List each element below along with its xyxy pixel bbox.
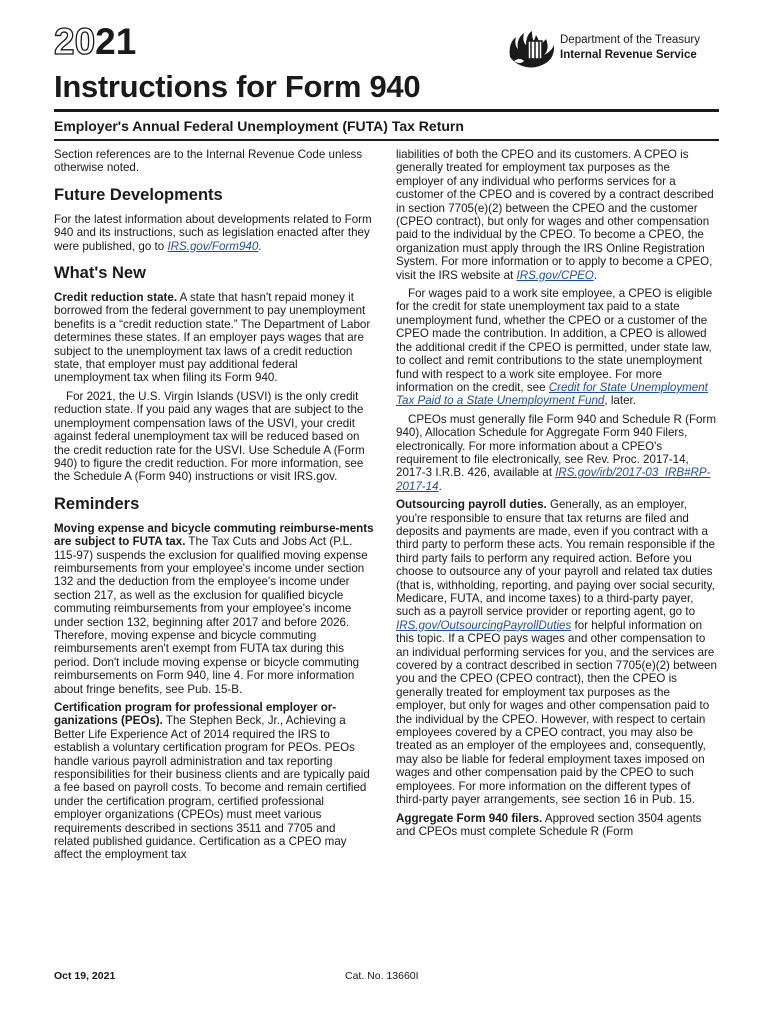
reminders-heading: Reminders [54, 494, 140, 513]
form-year [54, 22, 136, 62]
dept-name: Department of the Treasury [560, 34, 700, 46]
title-rule [54, 109, 719, 112]
irs-name: Internal Revenue Service [560, 49, 697, 61]
moving-expense-paragraph [54, 522, 374, 696]
usvi-paragraph: For 2021, the U.S. Virgin Islands (USVI) is the only credit reduction state. If you paid any wages that are subject to the unemployment compensation laws of the USVI, your credit against federal unemployment tax will be reduced based on the credit reduction rate for the USVI. Use Schedule A (Form 940) to figure the credit reduction. For more information, see the Schedule A (Form 940) instructions or visit IRS.gov. [54, 389, 365, 484]
outsourcing-lead: Outsourcing payroll duties. [396, 498, 547, 512]
right-column [396, 148, 718, 843]
aggregate-filers-paragraph [396, 812, 718, 839]
irs-eagle-logo [506, 27, 556, 71]
outsourcing-link[interactable]: IRS.gov/OutsourcingPayrollDuties [396, 618, 572, 632]
future-developments-heading: Future Developments [54, 185, 223, 204]
moving-expense-lead: Moving expense and bicycle commuting reimburse-ments are subject to FUTA tax. [54, 521, 374, 549]
year-solid-digits: 21 [95, 21, 137, 62]
worksite-paragraph [396, 287, 718, 408]
aggregate-filers-lead: Aggregate Form 940 filers. [396, 811, 543, 825]
page-title: Instructions for Form 940 [54, 69, 421, 104]
credit-reduction-paragraph [54, 291, 374, 385]
intro-paragraph: Section references are to the Internal Revenue Code unless otherwise noted. [54, 148, 363, 175]
future-developments-paragraph: For the latest information about developments related to Form 940 and its instructions, such as legislation enacted after they were published, go to IRS.gov/Form940. [54, 212, 372, 253]
worksite-end: , later. [604, 394, 636, 408]
outsourcing-text: Generally, as an employer, you're responsible to ensure that tax returns are filed and deposits and payments are made, even if you contract with a third party to perform these acts. You remain responsible if the third party fails to perform any required action. Before you choose to outsource any of your payroll and related tax duties (that is, withholding, reporting, and paying over social security, Medicare, FUTA, and income taxes) to a third-party payer, such as a payroll service provider or reporting agent, go to [396, 498, 715, 619]
form940-link[interactable]: IRS.gov/Form940 [167, 239, 259, 253]
page-subtitle: Employer's Annual Federal Unemployment (FUTA) Tax Return [54, 118, 464, 134]
cpeo-filing-paragraph: CPEOs must generally file Form 940 and Schedule R (Form 940), Allocation Schedule for Aggregate Form 940 Filers, electronically. For more information about a CPEO's requirement to file electronically, see Rev. Proc. 2017-14, 2017-3 I.R.B. 426, available at IRS.gov/irb/2017-03_IRB#RP-2017-14. [396, 412, 716, 493]
outsourcing-paragraph [396, 498, 718, 806]
credit-reduction-lead: Credit reduction state. [54, 291, 178, 305]
future-text: For the latest information about developments related to Form 940 and its instructions, such as legislation enacted after they were published, go to [54, 212, 372, 253]
footer-catalog-number: Cat. No. 13660I [345, 970, 419, 982]
left-column [54, 148, 374, 867]
agency-block [560, 33, 700, 63]
whats-new-heading: What's New [54, 264, 146, 283]
cpeo-continuation-paragraph: liabilities of both the CPEO and its customers. A CPEO is generally treated for employment tax purposes as the employer of any individual who performs services for a customer of the CPEO and is covered by a contract described in section 7705(e)(2) between the CPEO and the customer (CPEO contract), but only for wages and other compensation paid to the individual by the CPEO. To become a CPEO, the organization must apply through the IRS Online Registration System. For more information or to apply to become a CPEO, visit the IRS website at IRS.gov/CPEO. [396, 148, 714, 282]
moving-expense-text: The Tax Cuts and Jobs Act (P.L. 115-97) suspends the exclusion for qualified moving expense reimbursements from your employee's income under section 132 and the deduction from the employee's income under section 217, as well as the exclusion for qualified bicycle commuting reimbursements from your employee's income under section 132, beginning after 2017 and before 2026. Therefore, moving expense and bicycle commuting reimbursements aren't exempt from FUTA tax during this period. Don't include moving expense or bicycle commuting reimbursements on Form 940, line 4. For more information about fringe benefits, see Pub. 15-B. [54, 535, 368, 696]
certification-text: The Stephen Beck, Jr., Achieving a Better Life Experience Act of 2014 required the IRS to establish a voluntary certification program for PEOs. PEOs handle various payroll administration and tax reporting responsibilities for their business clients and are typically paid a fee based on payroll costs. To become and remain certified under the certification program, certified professional employer organizations (CPEOs) must meet various requirements described in sections 3511 and 7705 and related published guidance. Certification as a CPEO may affect the employment tax [54, 714, 370, 862]
year-outline-digits: 20 [54, 21, 96, 62]
certification-paragraph [54, 701, 374, 862]
aggregate-filers-text: Approved section 3504 agents and CPEOs must complete Schedule R (Form [396, 811, 702, 838]
worksite-text: For wages paid to a work site employee, a CPEO is eligible for the credit for state unemployment tax paid to a state unemployment fund, whether the CPEO or a customer of the CPEO made the contribution. In addition, a CPEO is allowed the additional credit if the CPEO is permitted, under state law, to collect and remit contributions to the state unemployment fund with respect to a work site employee. For more information on the credit, see [396, 287, 713, 394]
footer-date: Oct 19, 2021 [54, 970, 116, 982]
credit-reduction-text: A state that hasn't repaid money it borrowed from the federal government to pay unemployment benefits is a “credit reduction state.” The Department of Labor determines these states. If an employer pays wages that are subject to the unemployment tax laws of a credit reduction state, that employer must pay additional federal unemployment tax when filing its Form 940. [54, 291, 371, 385]
state-unemployment-credit-link[interactable]: Credit for State Unemployment Tax Paid to a State Unemployment Fund [396, 380, 708, 408]
cpeo-link[interactable]: IRS.gov/CPEO [516, 268, 594, 282]
rev-proc-link[interactable]: IRS.gov/irb/2017-03_IRB#RP-2017-14 [396, 466, 711, 493]
certification-lead: Certification program for professional employer or-ganizations (PEOs). [54, 701, 337, 728]
cpeo-filing-text: CPEOs must generally file Form 940 and Schedule R (Form 940), Allocation Schedule for Aggregate Form 940 Filers, electronically. For more information about a CPEO's requirement to file electronically, see Rev. Proc. 2017-14, 2017-3 I.R.B. 426, available at [396, 412, 716, 480]
outsourcing-text-2: for helpful information on this topic. If a CPEO pays wages and other compensation to an individual performing services for you, and the services are covered by a contract described in section 7705(e)(2) between you and the CPEO (CPEO contract), then the CPEO is generally treated for employment tax purposes as the employer, but only for wages and other compensation paid to the individual by the CPEO. However, with respect to certain employees covered by a CPEO contract, you may also be treated as an employer of the employees and, consequently, may also be liable for federal employment taxes imposed on wages and other compensation paid by the CPEO to such employees. For more information on the different types of third-party payer arrangements, see section 16 in Pub. 15. [396, 618, 717, 807]
subtitle-rule [54, 139, 719, 141]
cpeo-continuation-text: liabilities of both the CPEO and its customers. A CPEO is generally treated for employment tax purposes as the employer of any individual who performs services for a customer of the CPEO and is covered by a contract described in section 7705(e)(2) between the CPEO and the customer (CPEO contract), but only for wages and other compensation paid to the individual by the CPEO. To become a CPEO, the organization must apply through the IRS Online Registration System. For more information or to apply to become a CPEO, visit the IRS website at [396, 148, 714, 282]
